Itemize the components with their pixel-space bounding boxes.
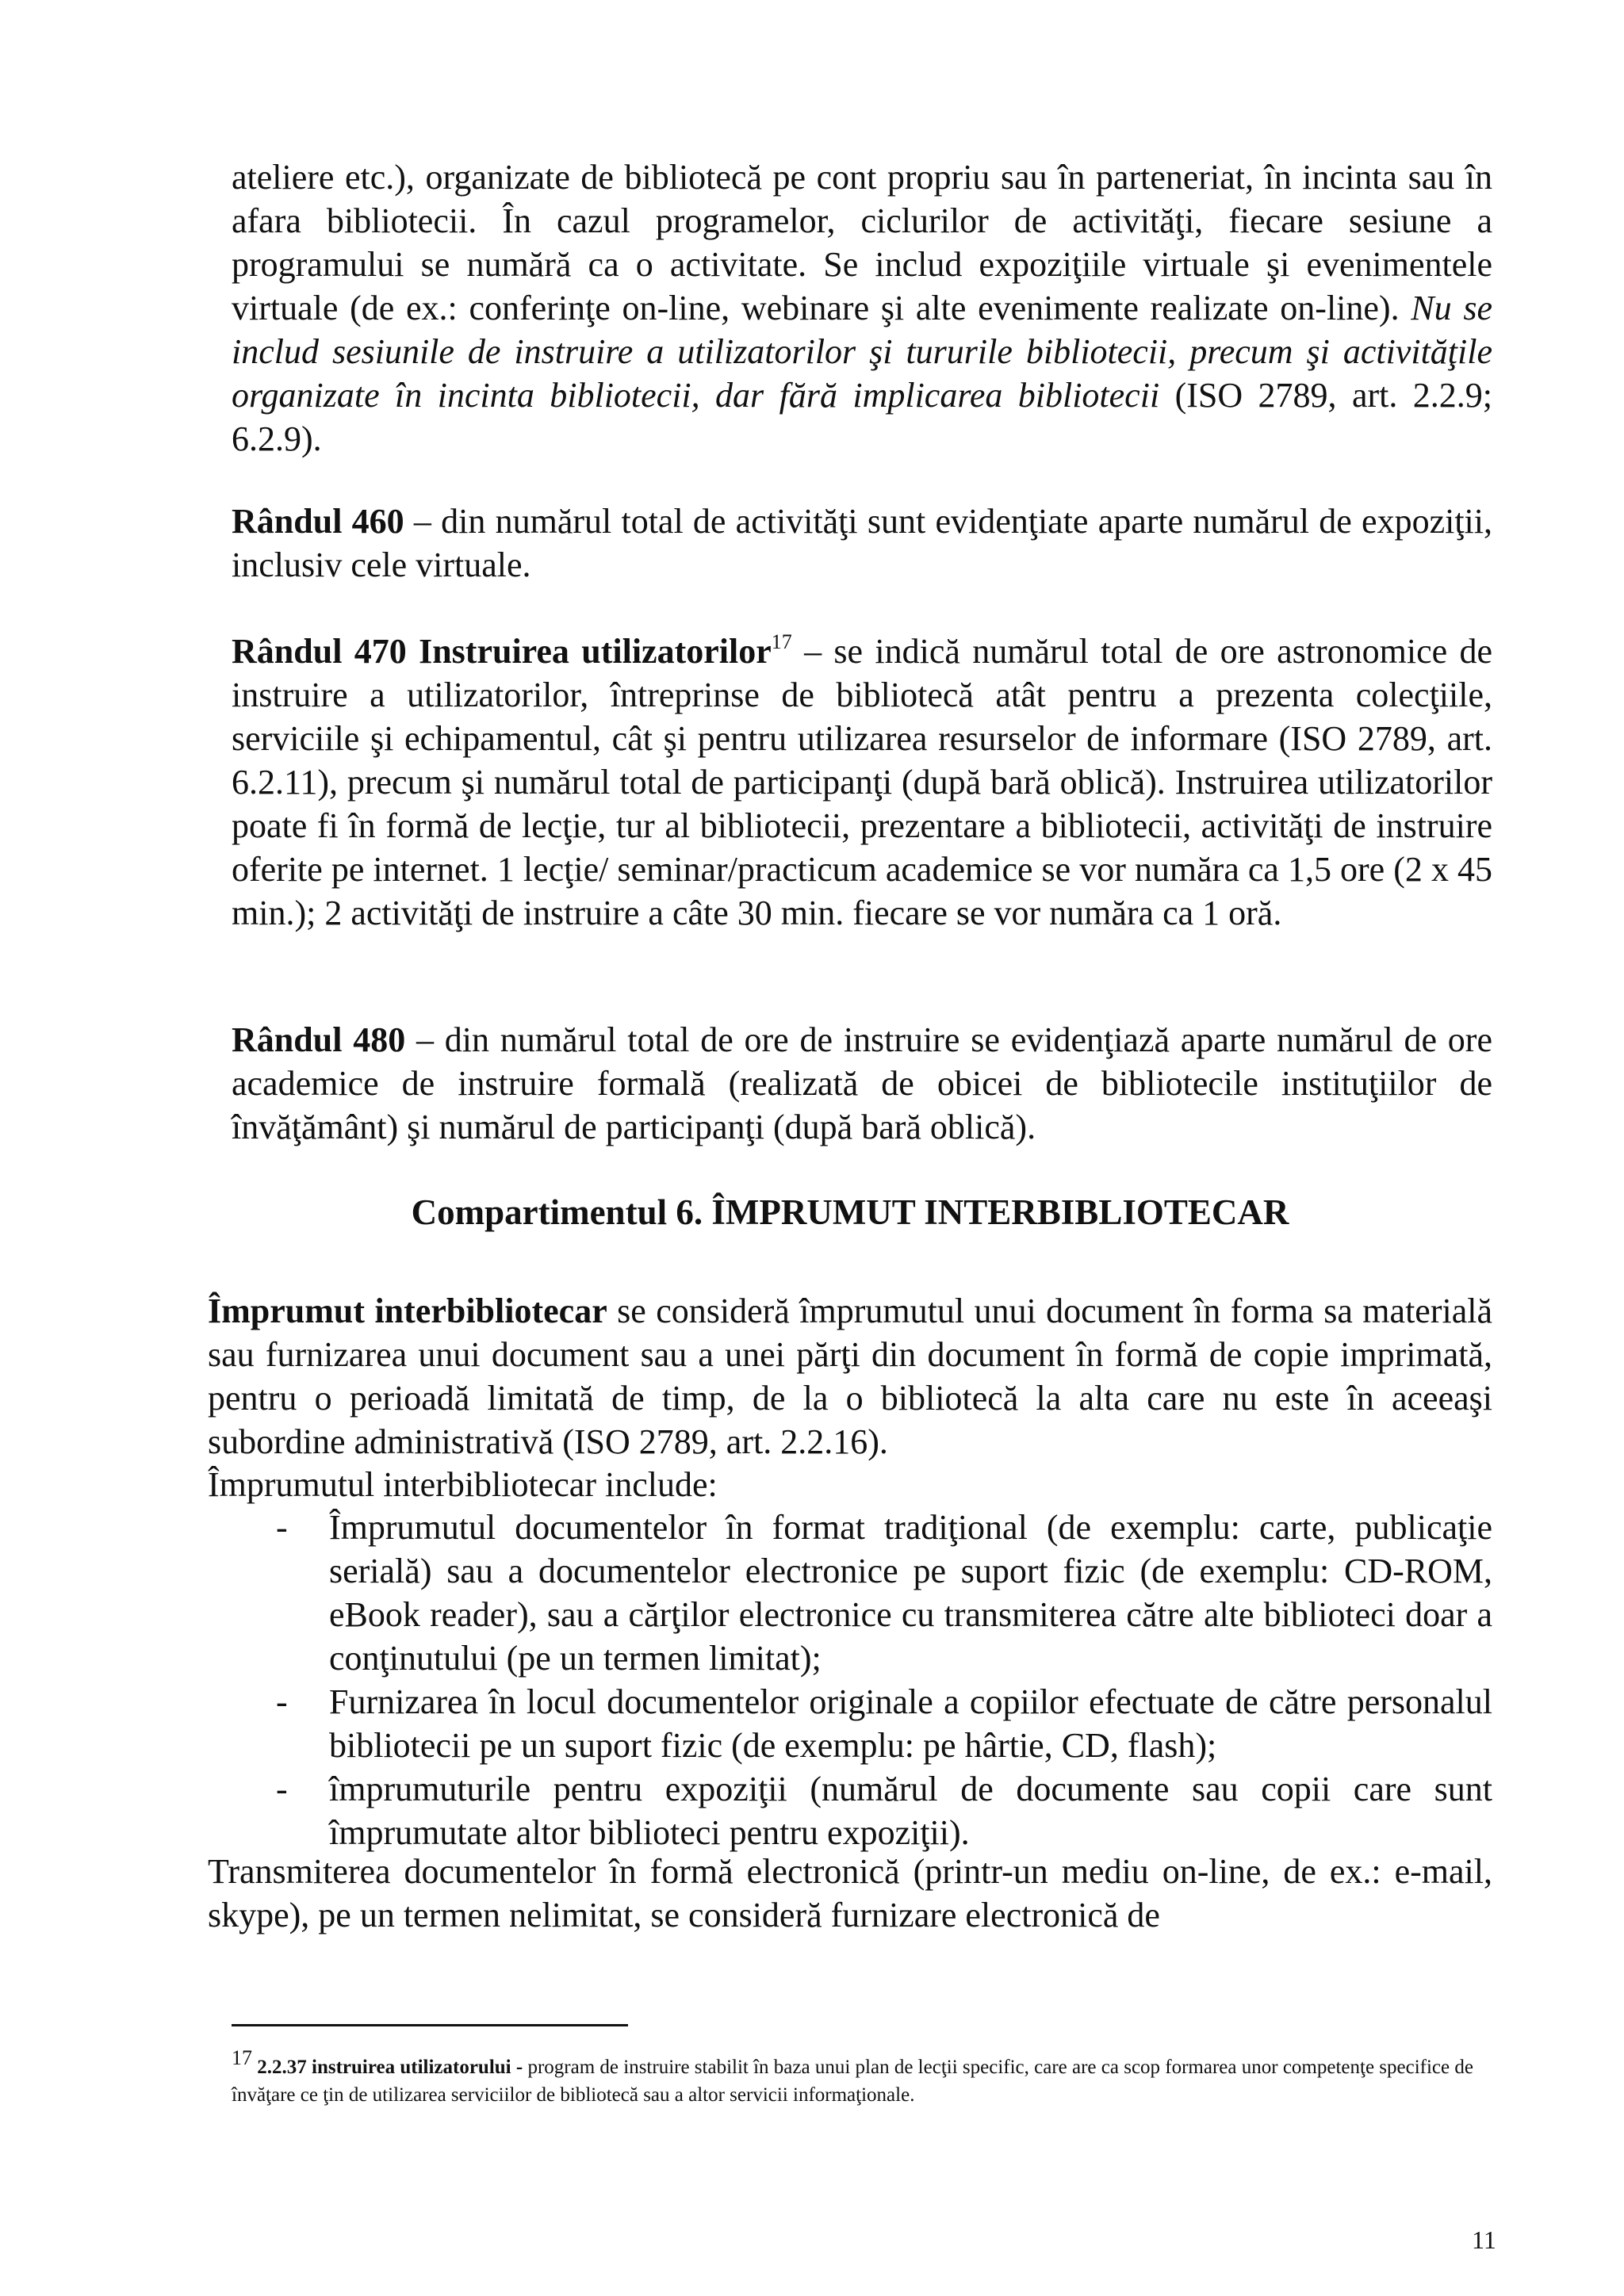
paragraph-transmission: Transmiterea documentelor în formă electronică (printr-un mediu on-line, de ex.: e-mail, skype), pe un termen nelimitat, se consideră furnizare electronică de: [208, 1852, 1492, 1934]
list-dash: -: [276, 1508, 288, 1547]
list-item: - împrumuturile pentru expoziţii (numărul de documente sau copii care sunt împrumutate altor biblioteci pentru expoziţii).: [208, 1767, 1492, 1854]
definition-term: Împrumut interbibliotecar: [208, 1292, 607, 1330]
section-heading: Compartimentul 6. ÎMPRUMUT INTERBIBLIOTECAR: [411, 1192, 1289, 1232]
italic-exclusion-note: Nu se includ sesiunile de instruire a utilizatorilor şi tururile bibliotecii, precum şi activităţile organizate în incinta bibliotecii, dar fără implicarea bibliotecii: [232, 289, 1493, 415]
paragraph-definition: Împrumut interbibliotecar se consideră împrumutul unui document în forma sa materială sau furnizarea unui document sau a unei părţi din document în formă de copie imprimată, pentru o perioadă limitată de timp, de la o bibliotecă la alta care nu este în aceeaşi subordine administrativă (ISO 2789, art. 2.2.16).: [208, 1292, 1492, 1461]
footnote-number: 17: [232, 2045, 252, 2069]
list-dash: -: [276, 1770, 288, 1808]
list-item: - Împrumutul documentelor în format tradiţional (de exemplu: carte, publicaţie serială) sau a documentelor electronice pe suport fizic (de exemplu: CD-ROM, eBook reader), sau a cărţilor electronice cu transmiterea către alte biblioteci doar a conţinutului (pe un termen limitat);: [208, 1506, 1492, 1680]
paragraph-activities-continued: ateliere etc.), organizate de bibliotecă pe cont propriu sau în parteneriat, în incinta sau în afara bibliotecii. În cazul programelor, ciclurilor de activităţi, fiecare sesiune a programului se numără ca o activitate. Se includ expoziţiile virtuale şi evenimentele virtuale (de ex.: conferinţe on-line, webinare şi alte evenimente realizate on-line). Nu se includ sesiunile de instruire a utilizatorilor şi tururile bibliotecii, precum şi activităţile organizate în incinta bibliotecii, dar fără implicarea bibliotecii (ISO 2789, art. 2.2.9; 6.2.9).: [232, 158, 1493, 458]
paragraph-row-470: Rândul 470 Instruirea utilizatorilor$^{17}$ – se indică numărul total de ore astronomice de instruire a utilizatorilor, întreprinse de bibliotecă atât pentru a prezenta colecţiile, serviciile şi echipamentul, cât şi pentru utilizarea resurselor de informare (ISO 2789, art. 6.2.11), precum şi numărul total de participanţi (după bară oblică). Instruirea utilizatorilor poate fi în formă de lecţie, tur al bibliotecii, prezentare a bibliotecii, activităţi de instruire oferite pe internet. 1 lecţie/ seminar/practicum academice se vor număra ca 1,5 ore (2 x 45 min.); 2 activităţi de instruire a câte 30 min. fiecare se vor număra ca 1 oră.: [232, 630, 1492, 932]
page-number: 11: [1472, 2225, 1496, 2254]
list-dash: -: [276, 1682, 288, 1721]
footnote-term: 2.2.37 instruirea utilizatorului -: [257, 2057, 523, 2078]
includes-label: Împrumutul interbibliotecar include:: [208, 1465, 718, 1504]
paragraph-row-460: Rândul 460 – din numărul total de activităţi sunt evidenţiate aparte numărul de expoziţii, inclusiv cele virtuale.: [232, 502, 1492, 584]
paragraph-row-480: Rândul 480 – din numărul total de ore de instruire se evidenţiază aparte numărul de ore academice de instruire formală (realizată de obicei de bibliotecile instituţiilor de învăţământ) şi numărul de participanţi (după bară oblică).: [232, 1020, 1492, 1146]
row-480-label: Rândul 480: [232, 1020, 406, 1059]
row-470-label: Rândul 470 Instruirea utilizatorilor: [232, 632, 772, 671]
footnote-separator: [232, 2024, 628, 2026]
row-460-label: Rândul 460: [232, 502, 404, 541]
footnote-reference: 17: [771, 630, 792, 654]
list-item: - Furnizarea în locul documentelor originale a copiilor efectuate de către personalul bibliotecii pe un suport fizic (de exemplu: pe hârtie, CD, flash);: [208, 1680, 1492, 1767]
includes-list: [208, 1506, 1492, 1854]
footnote: $^{17}$ 2.2.37 instruirea utilizatorului - program de instruire stabilit în baza unui plan de lecţii specific, care are ca scop formarea unor competenţe specifice de învăţare ce ţin de utilizarea serviciilor de bibliotecă sau a altor servicii informaţionale.: [232, 2045, 1473, 2106]
